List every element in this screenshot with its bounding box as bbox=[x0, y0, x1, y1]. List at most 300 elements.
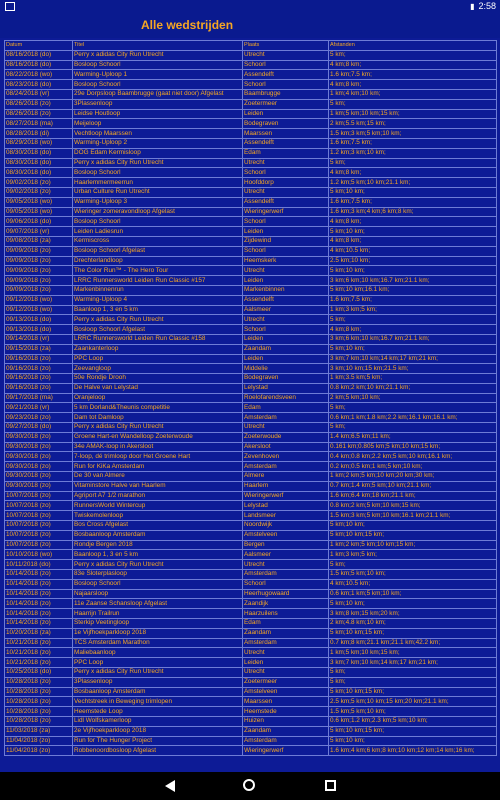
cell-distances: 5 km; bbox=[329, 403, 497, 413]
cell-distances: 1.6 km;4 km;6 km;8 km;10 km;12 km;14 km;16 km; bbox=[329, 746, 497, 756]
cell-title: Bosloop Schoorl bbox=[73, 168, 243, 178]
cell-place: Zaandam bbox=[243, 344, 329, 354]
cell-date: 08/27/2018 (ma) bbox=[5, 119, 73, 129]
cell-place: Bergen bbox=[243, 540, 329, 550]
cell-place: Amsterdam bbox=[243, 736, 329, 746]
cell-place: Amsterdam bbox=[243, 462, 329, 472]
cell-place: Utrecht bbox=[243, 158, 329, 168]
cell-title: Zaankanterloop bbox=[73, 344, 243, 354]
table-row[interactable] bbox=[5, 168, 497, 178]
table-row[interactable] bbox=[5, 148, 497, 158]
cell-title: Perry x adidas City Run Utrecht bbox=[73, 423, 243, 433]
cell-distances: 1.6 km;7.5 km; bbox=[329, 197, 497, 207]
cell-distances: 2 km;5 km;10 km; bbox=[329, 393, 497, 403]
cell-title: Warming-Uploop 4 bbox=[73, 295, 243, 305]
table-row[interactable] bbox=[5, 334, 497, 344]
table-row[interactable] bbox=[5, 413, 497, 423]
cell-title: PPC Loop bbox=[73, 354, 243, 364]
table-row[interactable] bbox=[5, 70, 497, 80]
table-row[interactable] bbox=[5, 560, 497, 570]
cell-title: Lidl Wolfskamerloop bbox=[73, 716, 243, 726]
table-row[interactable] bbox=[5, 511, 497, 521]
status-time: 2:58 bbox=[478, 1, 496, 11]
cell-date: 10/14/2018 (zo) bbox=[5, 619, 73, 629]
cell-title: 2e Vijfhoekparkloop 2018 bbox=[73, 726, 243, 736]
cell-date: 08/23/2018 (do) bbox=[5, 80, 73, 90]
cell-place: Utrecht bbox=[243, 668, 329, 678]
cell-place: Akersloot bbox=[243, 442, 329, 452]
cell-date: 09/05/2018 (wo) bbox=[5, 207, 73, 217]
cell-place: Utrecht bbox=[243, 50, 329, 60]
cell-date: 09/07/2018 (vr) bbox=[5, 227, 73, 237]
table-row[interactable] bbox=[5, 246, 497, 256]
table-row[interactable] bbox=[5, 599, 497, 609]
cell-date: 10/14/2018 (zo) bbox=[5, 579, 73, 589]
cell-distances: 4 km;8 km; bbox=[329, 325, 497, 335]
table-row[interactable] bbox=[5, 550, 497, 560]
cell-title: Twiskemolenloop bbox=[73, 511, 243, 521]
table-row[interactable] bbox=[5, 89, 497, 99]
cell-date: 09/13/2018 (do) bbox=[5, 315, 73, 325]
cell-place: Amsterdam bbox=[243, 638, 329, 648]
cell-title: The Color Run™ - The Hero Tour bbox=[73, 266, 243, 276]
app-bar bbox=[0, 14, 500, 38]
table-header-row bbox=[5, 41, 497, 51]
cell-place: Leiden bbox=[243, 227, 329, 237]
table-row[interactable] bbox=[5, 256, 497, 266]
cell-place: Edam bbox=[243, 403, 329, 413]
table-row[interactable] bbox=[5, 60, 497, 70]
cell-title: Perry x adidas City Run Utrecht bbox=[73, 50, 243, 60]
battery-icon: ▮ bbox=[470, 1, 475, 11]
table-row[interactable] bbox=[5, 540, 497, 550]
cell-date: 10/21/2018 (zo) bbox=[5, 658, 73, 668]
status-icons bbox=[470, 1, 496, 11]
table-row[interactable] bbox=[5, 207, 497, 217]
cell-title: Bosloop Schoorl bbox=[73, 579, 243, 589]
cell-date: 09/06/2018 (do) bbox=[5, 217, 73, 227]
cell-title: DOG Edam Kermisloop bbox=[73, 148, 243, 158]
cell-date: 09/14/2018 (vr) bbox=[5, 334, 73, 344]
cell-title: Vitaminstore Halve van Haarlem bbox=[73, 481, 243, 491]
cell-place: Zaandam bbox=[243, 628, 329, 638]
cell-date: 08/30/2018 (do) bbox=[5, 168, 73, 178]
cell-date: 10/07/2018 (zo) bbox=[5, 511, 73, 521]
cell-place: Hoofddorp bbox=[243, 178, 329, 188]
cell-date: 09/09/2018 (zo) bbox=[5, 266, 73, 276]
table-body bbox=[5, 50, 497, 755]
cell-date: 09/13/2018 (do) bbox=[5, 325, 73, 335]
cell-title: Najaarsloop bbox=[73, 589, 243, 599]
cell-distances: 5 km; bbox=[329, 99, 497, 109]
cell-distances: 2.5 km;5 km;10 km;15 km;20 km;21.1 km; bbox=[329, 697, 497, 707]
cell-distances: 5 km;10 km;16.1 km; bbox=[329, 285, 497, 295]
cell-date: 08/16/2018 (do) bbox=[5, 50, 73, 60]
cell-date: 09/30/2018 (zo) bbox=[5, 452, 73, 462]
cell-distances: 1 km;3 km;5 km; bbox=[329, 550, 497, 560]
cell-date: 09/02/2018 (zo) bbox=[5, 187, 73, 197]
cell-date: 10/28/2018 (zo) bbox=[5, 716, 73, 726]
cell-date: 10/07/2018 (zo) bbox=[5, 491, 73, 501]
table-row[interactable] bbox=[5, 295, 497, 305]
cell-date: 09/09/2018 (zo) bbox=[5, 276, 73, 286]
cell-distances: 0.4 km;0.8 km;2.2 km;5 km;10 km;16.1 km; bbox=[329, 452, 497, 462]
cell-date: 09/16/2018 (zo) bbox=[5, 374, 73, 384]
table-row[interactable] bbox=[5, 383, 497, 393]
cell-distances: 5 km; bbox=[329, 158, 497, 168]
cell-title: Rondje Bergen 2018 bbox=[73, 540, 243, 550]
cell-date: 10/25/2018 (do) bbox=[5, 668, 73, 678]
cell-distances: 0.6 km;1.2 km;2.3 km;5 km;10 km; bbox=[329, 716, 497, 726]
cell-distances: 0.8 km;2 km;10 km;21.1 km; bbox=[329, 383, 497, 393]
cell-distances: 1 km;3 km;5 km; bbox=[329, 305, 497, 315]
table-row[interactable] bbox=[5, 423, 497, 433]
table-row[interactable] bbox=[5, 315, 497, 325]
cell-distances: 5 km;10 km;15 km; bbox=[329, 726, 497, 736]
cell-distances: 1 km;5 km;10 km;15 km; bbox=[329, 109, 497, 119]
cell-place: Schoorl bbox=[243, 80, 329, 90]
cell-distances: 1.5 km;5 km;10 km; bbox=[329, 570, 497, 580]
cell-place: Schoorl bbox=[243, 168, 329, 178]
recent-apps-icon[interactable] bbox=[325, 780, 336, 791]
cell-title: 1e Vijfhoekparkloop 2018 bbox=[73, 628, 243, 638]
cell-distances: 0.6 km;1 km;5 km;10 km; bbox=[329, 589, 497, 599]
cell-distances: 2 km;5.5 km;15 km; bbox=[329, 119, 497, 129]
cell-date: 10/14/2018 (zo) bbox=[5, 599, 73, 609]
cell-place: Utrecht bbox=[243, 315, 329, 325]
cell-title: LRRC Runnersworld Leiden Run Classic #158 bbox=[73, 334, 243, 344]
cell-title: 7-loop, dé trimloop door Het Groene Hart bbox=[73, 452, 243, 462]
table-row[interactable] bbox=[5, 677, 497, 687]
table-row[interactable] bbox=[5, 658, 497, 668]
cell-date: 09/12/2018 (wo) bbox=[5, 295, 73, 305]
cell-date: 09/12/2018 (wo) bbox=[5, 305, 73, 315]
cell-title: Bosbaanloop Amsterdam bbox=[73, 687, 243, 697]
cell-place: Zaandam bbox=[243, 726, 329, 736]
table-row[interactable] bbox=[5, 432, 497, 442]
cell-place: Huizen bbox=[243, 716, 329, 726]
cell-title: 83e Sloterplasloop bbox=[73, 570, 243, 580]
cell-title: Agriport A7 1/2 marathon bbox=[73, 491, 243, 501]
cell-distances: 1.6 km;3 km;4 km;6 km;8 km; bbox=[329, 207, 497, 217]
cell-distances: 2 km;4.8 km;10 km; bbox=[329, 619, 497, 629]
cell-place: Baambrugge bbox=[243, 89, 329, 99]
cell-title: Sterkip Veetingloop bbox=[73, 619, 243, 629]
races-table-container[interactable] bbox=[0, 38, 500, 772]
cell-distances: 1.6 km;7.5 km; bbox=[329, 70, 497, 80]
cell-title: Run for KiKa Amsterdam bbox=[73, 462, 243, 472]
cell-date: 09/30/2018 (zo) bbox=[5, 472, 73, 482]
cell-place: Leiden bbox=[243, 109, 329, 119]
cell-place: Wieringerwerf bbox=[243, 746, 329, 756]
table-row[interactable] bbox=[5, 109, 497, 119]
cell-date: 10/28/2018 (zo) bbox=[5, 687, 73, 697]
table-row[interactable] bbox=[5, 697, 497, 707]
cell-distances: 4 km;8 km; bbox=[329, 217, 497, 227]
cell-date: 10/20/2018 (za) bbox=[5, 628, 73, 638]
cell-distances: 4 km;8 km; bbox=[329, 60, 497, 70]
cell-place: Leiden bbox=[243, 658, 329, 668]
cell-title: Oranjeloop bbox=[73, 393, 243, 403]
cell-place: Schoorl bbox=[243, 246, 329, 256]
table-row[interactable] bbox=[5, 178, 497, 188]
table-row[interactable] bbox=[5, 491, 497, 501]
cell-place: Heerhugowaard bbox=[243, 589, 329, 599]
cell-date: 10/28/2018 (zo) bbox=[5, 707, 73, 717]
cell-distances: 1 km;3.5 km;5 km; bbox=[329, 374, 497, 384]
cell-title: 11e Zaanse Schansloop Afgelast bbox=[73, 599, 243, 609]
cell-distances: 5 km; bbox=[329, 50, 497, 60]
cell-title: Vechtloop Maarssen bbox=[73, 129, 243, 139]
cell-date: 11/04/2018 (zo) bbox=[5, 746, 73, 756]
table-row[interactable] bbox=[5, 726, 497, 736]
cell-distances: 0.2 km;0.5 km;1 km;5 km;10 km; bbox=[329, 462, 497, 472]
cell-distances: 5 km;10 km; bbox=[329, 266, 497, 276]
table-row[interactable] bbox=[5, 197, 497, 207]
cell-place: Bodegraven bbox=[243, 374, 329, 384]
cell-date: 09/30/2018 (zo) bbox=[5, 462, 73, 472]
table-row[interactable] bbox=[5, 442, 497, 452]
page-title: Alle wedstrijden bbox=[141, 18, 234, 32]
cell-date: 08/24/2018 (vr) bbox=[5, 89, 73, 99]
table-row[interactable] bbox=[5, 119, 497, 129]
cell-title: Zeevangloop bbox=[73, 364, 243, 374]
cell-distances: 0.7 km;1.4 km;5 km;10 km;21.1 km; bbox=[329, 481, 497, 491]
table-row[interactable] bbox=[5, 530, 497, 540]
cell-title: Bosloop Schoorl Afgelast bbox=[73, 325, 243, 335]
cell-place: Zoetermeer bbox=[243, 99, 329, 109]
cell-place: Schoorl bbox=[243, 217, 329, 227]
table-row[interactable] bbox=[5, 570, 497, 580]
table-row[interactable] bbox=[5, 501, 497, 511]
cell-place: Noordwijk bbox=[243, 521, 329, 531]
cell-distances: 1.6 km;7.5 km; bbox=[329, 295, 497, 305]
cell-distances: 0.7 km;8 km;21.1 km;21.1 km;42.2 km; bbox=[329, 638, 497, 648]
table-row[interactable] bbox=[5, 521, 497, 531]
cell-date: 10/07/2018 (zo) bbox=[5, 530, 73, 540]
cell-distances: 3 km;7 km;10 km;14 km;17 km;21 km; bbox=[329, 658, 497, 668]
cell-place: Amsterdam bbox=[243, 570, 329, 580]
cell-place: Markenbinnen bbox=[243, 285, 329, 295]
cell-distances: 3 km;10 km;15 km;21.5 km; bbox=[329, 364, 497, 374]
cell-title: De Halve van Lelystad bbox=[73, 383, 243, 393]
cell-place: Amstelveen bbox=[243, 687, 329, 697]
cell-date: 08/26/2018 (zo) bbox=[5, 109, 73, 119]
cell-distances: 1 km;2 km;5 km;10 km;20 km;30 km; bbox=[329, 472, 497, 482]
cell-date: 10/14/2018 (zo) bbox=[5, 570, 73, 580]
table-row[interactable] bbox=[5, 403, 497, 413]
cell-date: 08/16/2018 (do) bbox=[5, 60, 73, 70]
table-row[interactable] bbox=[5, 452, 497, 462]
cell-place: Zevenhoven bbox=[243, 452, 329, 462]
cell-title: TCS Amsterdam Marathon bbox=[73, 638, 243, 648]
cell-place: Edam bbox=[243, 148, 329, 158]
table-row[interactable] bbox=[5, 158, 497, 168]
cell-distances: 4 km;8 km; bbox=[329, 236, 497, 246]
cell-title: Haarrijn Trailrun bbox=[73, 609, 243, 619]
cell-date: 09/08/2018 (za) bbox=[5, 236, 73, 246]
notification-icon bbox=[5, 2, 15, 11]
cell-title: Warming-Uploop 2 bbox=[73, 138, 243, 148]
cell-title: Run for The Hunger Project bbox=[73, 736, 243, 746]
cell-title: Leidse Houtloop bbox=[73, 109, 243, 119]
cell-place: Amsterdam bbox=[243, 413, 329, 423]
cell-distances: 1 km;4 km;10 km; bbox=[329, 89, 497, 99]
cell-title: De 30 van Almere bbox=[73, 472, 243, 482]
cell-title: Heemstede Loop bbox=[73, 707, 243, 717]
races-table bbox=[4, 40, 497, 756]
back-icon[interactable] bbox=[165, 780, 175, 792]
cell-place: Haarzuilens bbox=[243, 609, 329, 619]
cell-distances: 2.5 km;10 km; bbox=[329, 256, 497, 266]
home-icon[interactable] bbox=[243, 779, 255, 791]
cell-distances: 1.5 km;3 km;5 km;10 km;16.1 km;21.1 km; bbox=[329, 511, 497, 521]
table-row[interactable] bbox=[5, 354, 497, 364]
cell-place: Utrecht bbox=[243, 560, 329, 570]
cell-place: Assendelft bbox=[243, 197, 329, 207]
cell-date: 09/21/2018 (vr) bbox=[5, 403, 73, 413]
cell-title: 34e AMAK-loop in Akersloot bbox=[73, 442, 243, 452]
cell-place: Leiden bbox=[243, 334, 329, 344]
table-row[interactable] bbox=[5, 579, 497, 589]
table-row[interactable] bbox=[5, 619, 497, 629]
table-row[interactable] bbox=[5, 472, 497, 482]
cell-date: 09/16/2018 (zo) bbox=[5, 364, 73, 374]
table-row[interactable] bbox=[5, 344, 497, 354]
cell-distances: 4 km;10.5 km; bbox=[329, 246, 497, 256]
cell-title: Perry x adidas City Run Utrecht bbox=[73, 560, 243, 570]
cell-place: Utrecht bbox=[243, 648, 329, 658]
cell-distances: 1.2 km;3 km;10 km; bbox=[329, 148, 497, 158]
cell-title: Leiden Ladiesrun bbox=[73, 227, 243, 237]
cell-title: Drechterlandloop bbox=[73, 256, 243, 266]
table-row[interactable] bbox=[5, 266, 497, 276]
cell-date: 10/11/2018 (do) bbox=[5, 560, 73, 570]
cell-distances: 5 km; bbox=[329, 677, 497, 687]
table-row[interactable] bbox=[5, 236, 497, 246]
header-title: Titel bbox=[73, 41, 243, 51]
cell-place: Edam bbox=[243, 619, 329, 629]
table-row[interactable] bbox=[5, 609, 497, 619]
cell-distances: 3 km;8 km;15 km;20 km; bbox=[329, 609, 497, 619]
cell-place: Amstelveen bbox=[243, 530, 329, 540]
cell-distances: 5 km; bbox=[329, 668, 497, 678]
table-row[interactable] bbox=[5, 325, 497, 335]
cell-place: Assendelft bbox=[243, 70, 329, 80]
table-row[interactable] bbox=[5, 364, 497, 374]
table-row[interactable] bbox=[5, 129, 497, 139]
cell-place: Leiden bbox=[243, 276, 329, 286]
table-row[interactable] bbox=[5, 276, 497, 286]
cell-date: 10/14/2018 (zo) bbox=[5, 609, 73, 619]
cell-date: 10/10/2018 (wo) bbox=[5, 550, 73, 560]
cell-date: 09/30/2018 (zo) bbox=[5, 481, 73, 491]
cell-distances: 5 km; bbox=[329, 315, 497, 325]
table-row[interactable] bbox=[5, 138, 497, 148]
cell-title: Wieringer zomeravondloop Afgelast bbox=[73, 207, 243, 217]
cell-title: Perry x adidas City Run Utrecht bbox=[73, 315, 243, 325]
cell-place: Schoorl bbox=[243, 579, 329, 589]
cell-distances: 5 km;10 km; bbox=[329, 344, 497, 354]
cell-title: 50e Rondje Drooh bbox=[73, 374, 243, 384]
table-row[interactable] bbox=[5, 393, 497, 403]
cell-title: Dam tot Damloop bbox=[73, 413, 243, 423]
cell-title: Baanloop 1, 3 en 5 km bbox=[73, 550, 243, 560]
table-row[interactable] bbox=[5, 99, 497, 109]
table-row[interactable] bbox=[5, 628, 497, 638]
table-row[interactable] bbox=[5, 227, 497, 237]
cell-place: Lelystad bbox=[243, 383, 329, 393]
cell-place: Zaandijk bbox=[243, 599, 329, 609]
cell-date: 10/07/2018 (zo) bbox=[5, 501, 73, 511]
cell-place: Bodegraven bbox=[243, 119, 329, 129]
cell-title: RunnersWorld Wintercup bbox=[73, 501, 243, 511]
table-row[interactable] bbox=[5, 462, 497, 472]
cell-place: Landsmeer bbox=[243, 511, 329, 521]
cell-distances: 5 km; bbox=[329, 423, 497, 433]
cell-date: 09/17/2018 (ma) bbox=[5, 393, 73, 403]
cell-place: Schoorl bbox=[243, 60, 329, 70]
table-row[interactable] bbox=[5, 716, 497, 726]
cell-distances: 4 km;10.5 km; bbox=[329, 579, 497, 589]
table-row[interactable] bbox=[5, 187, 497, 197]
table-row[interactable] bbox=[5, 668, 497, 678]
cell-date: 10/14/2018 (zo) bbox=[5, 589, 73, 599]
cell-place: Aalsmeer bbox=[243, 550, 329, 560]
cell-date: 09/23/2018 (zo) bbox=[5, 413, 73, 423]
table-row[interactable] bbox=[5, 648, 497, 658]
cell-title: Bos Cross Afgelast bbox=[73, 521, 243, 531]
cell-title: Vechtstreek in Beweging trimlopen bbox=[73, 697, 243, 707]
table-row[interactable] bbox=[5, 80, 497, 90]
cell-title: Maliebaanloop bbox=[73, 648, 243, 658]
table-row[interactable] bbox=[5, 746, 497, 756]
cell-distances: 4 km;8 km; bbox=[329, 80, 497, 90]
cell-date: 09/09/2018 (zo) bbox=[5, 246, 73, 256]
cell-place: Heemstede bbox=[243, 707, 329, 717]
cell-distances: 1.6 km;7.5 km; bbox=[329, 138, 497, 148]
cell-place: Utrecht bbox=[243, 187, 329, 197]
cell-place: Aalsmeer bbox=[243, 305, 329, 315]
table-row[interactable] bbox=[5, 217, 497, 227]
table-row[interactable] bbox=[5, 589, 497, 599]
table-row[interactable] bbox=[5, 736, 497, 746]
cell-place: Wieringerwerf bbox=[243, 491, 329, 501]
table-row[interactable] bbox=[5, 305, 497, 315]
cell-date: 10/28/2018 (zo) bbox=[5, 677, 73, 687]
cell-title: Urban Culture Run Utrecht bbox=[73, 187, 243, 197]
table-row[interactable] bbox=[5, 285, 497, 295]
cell-place: Haarlem bbox=[243, 481, 329, 491]
cell-distances: 5 km;10 km; bbox=[329, 227, 497, 237]
cell-date: 09/27/2018 (do) bbox=[5, 423, 73, 433]
cell-distances: 5 km;10 km;15 km; bbox=[329, 530, 497, 540]
cell-date: 09/30/2018 (zo) bbox=[5, 432, 73, 442]
cell-date: 09/30/2018 (zo) bbox=[5, 442, 73, 452]
table-row[interactable] bbox=[5, 50, 497, 60]
table-row[interactable] bbox=[5, 707, 497, 717]
cell-distances: 1.6 km;6.4 km;18 km;21.1 km; bbox=[329, 491, 497, 501]
cell-date: 09/09/2018 (zo) bbox=[5, 256, 73, 266]
table-row[interactable] bbox=[5, 687, 497, 697]
table-row[interactable] bbox=[5, 481, 497, 491]
cell-title: Perry x adidas City Run Utrecht bbox=[73, 158, 243, 168]
table-row[interactable] bbox=[5, 374, 497, 384]
table-row[interactable] bbox=[5, 638, 497, 648]
cell-distances: 0.6 km;1 km;1.8 km;2.2 km;16.1 km;16.1 km; bbox=[329, 413, 497, 423]
cell-date: 08/30/2018 (do) bbox=[5, 158, 73, 168]
cell-date: 09/15/2018 (za) bbox=[5, 344, 73, 354]
